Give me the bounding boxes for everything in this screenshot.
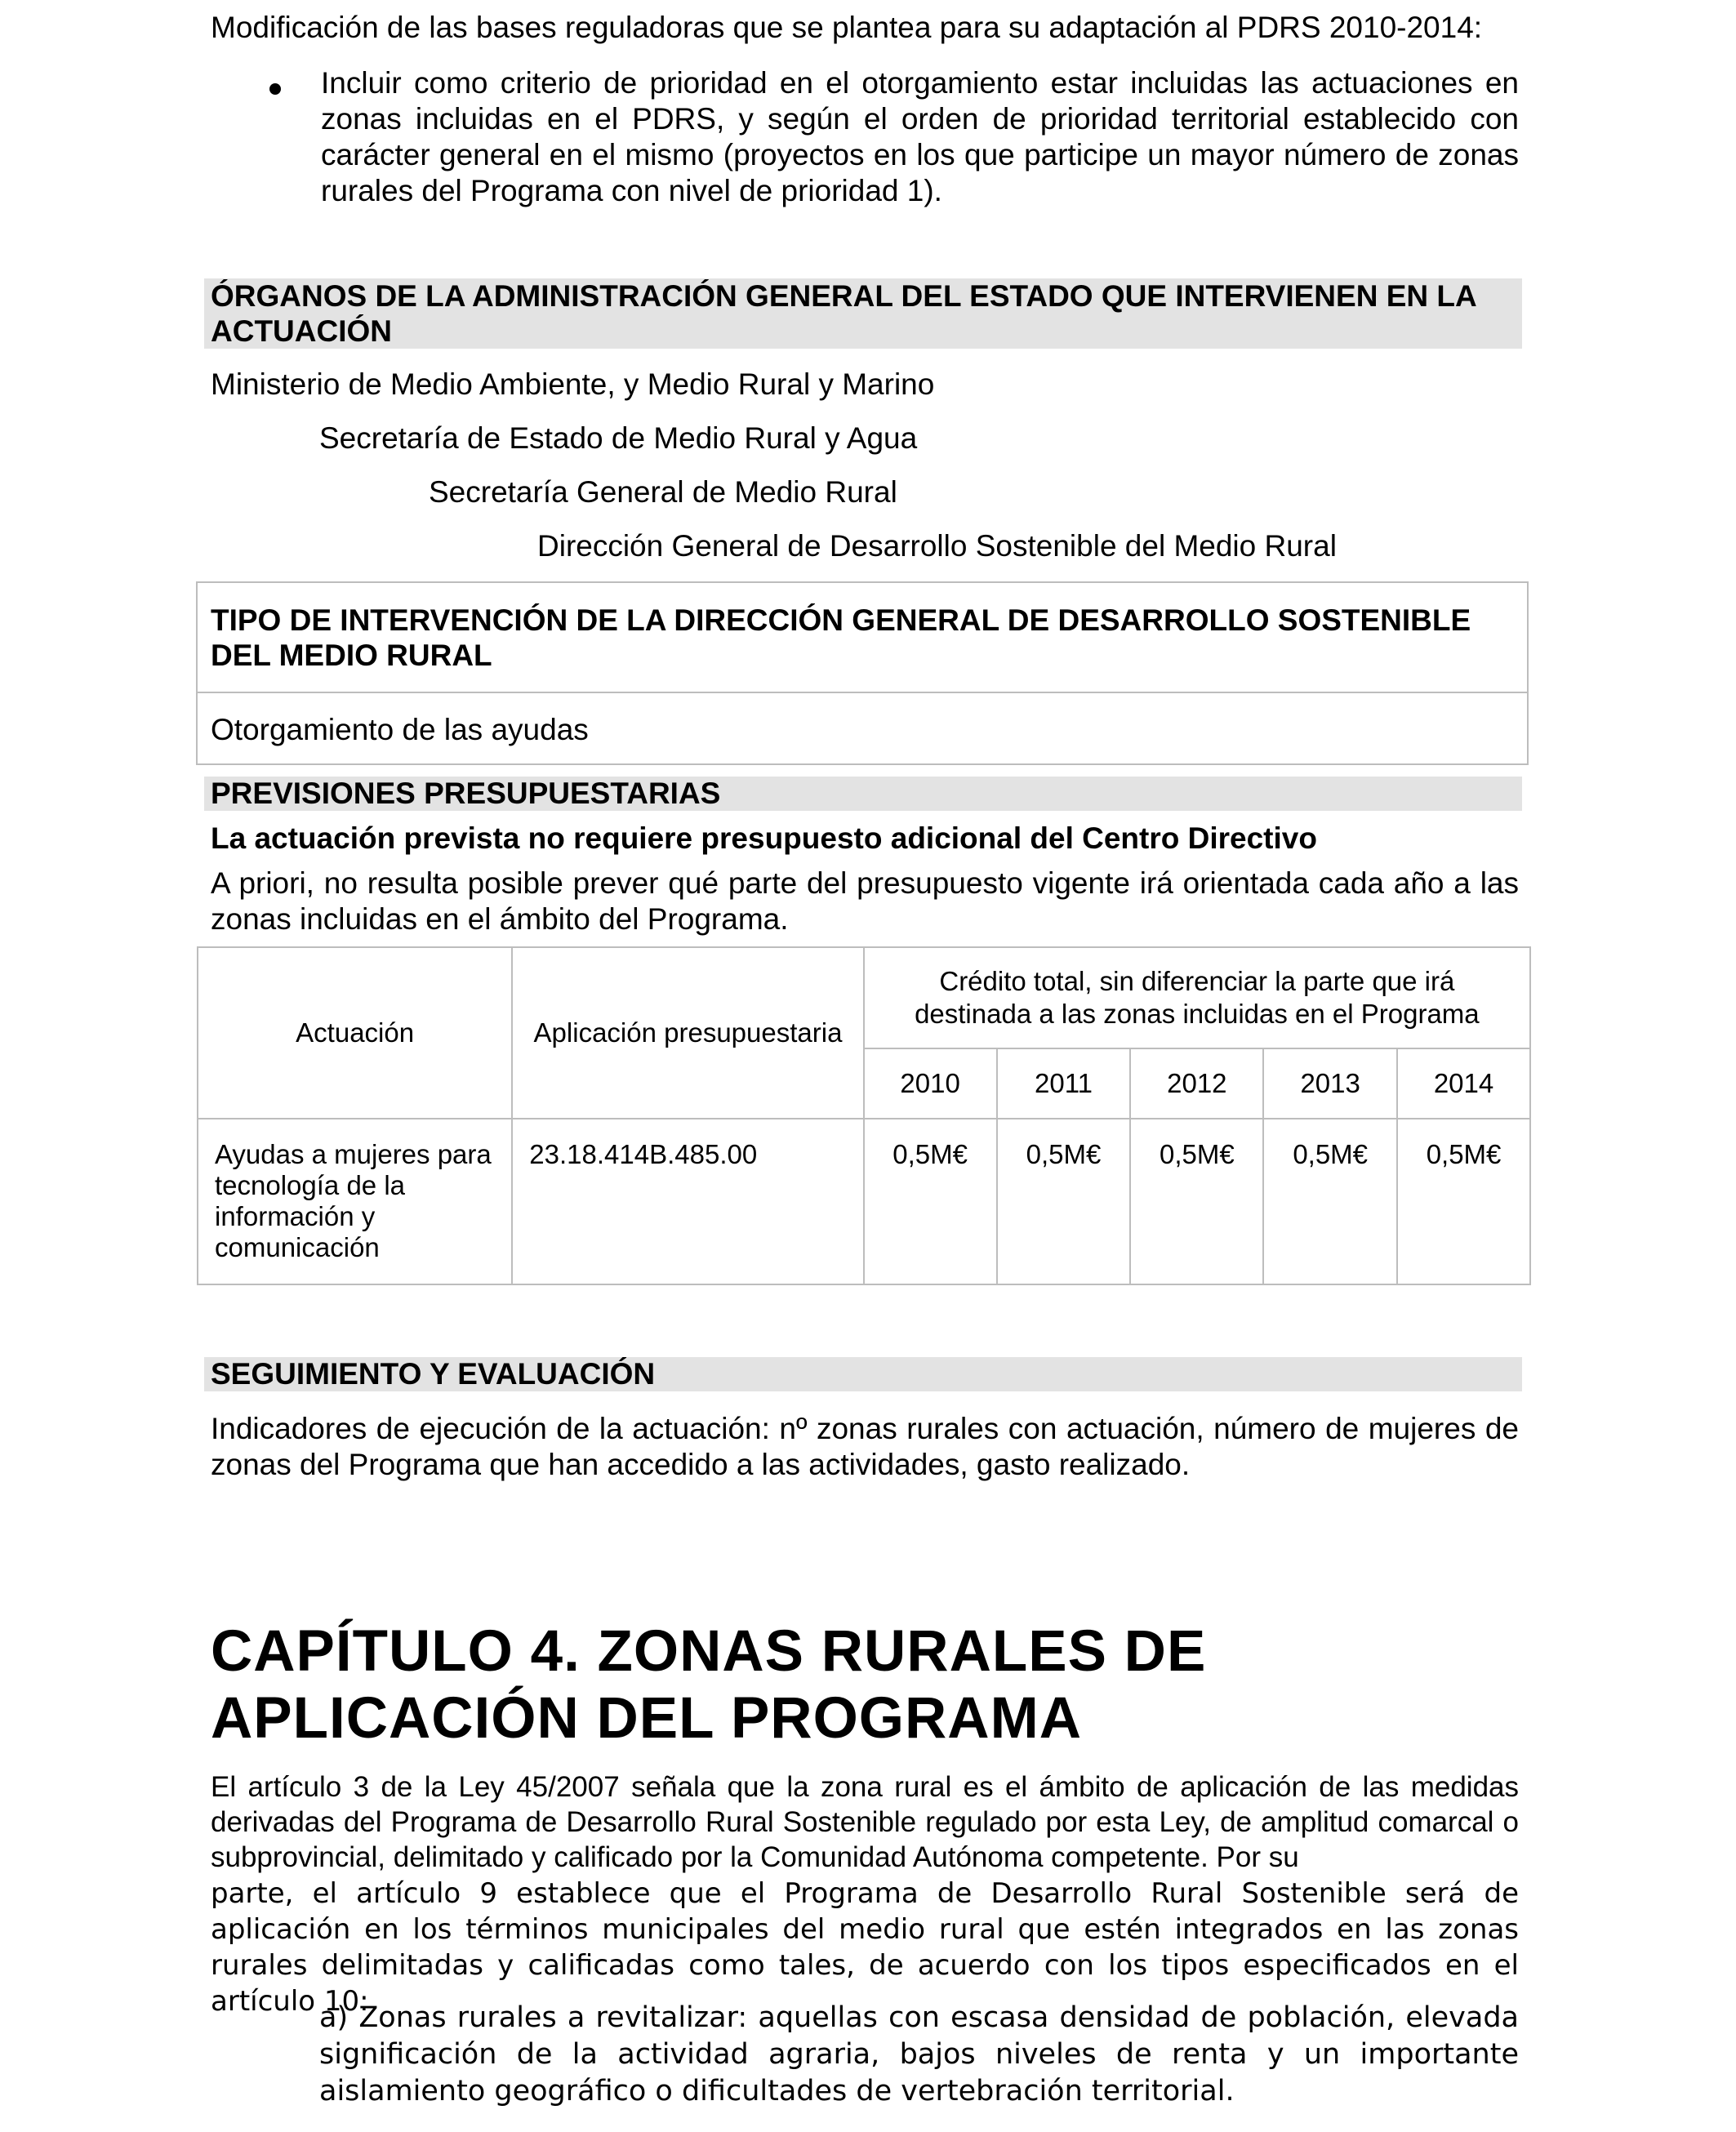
header-year: 2011: [997, 1048, 1131, 1119]
intro-heading: Modificación de las bases reguladoras que se plantea para su adaptación al PDRS 2010-2014:: [211, 11, 1483, 44]
organos-level-2: Secretaría de Estado de Medio Rural y Agua: [319, 421, 918, 455]
bullet-icon: [269, 83, 281, 95]
row-value: 0,5M€: [1397, 1119, 1530, 1284]
row-value: 0,5M€: [1130, 1119, 1263, 1284]
intro-bullet-text: Incluir como criterio de prioridad en el otorgamiento estar incluidas las actuaciones en zonas incluidas en el PDRS, y según el orden de prioridad territorial establecido con carácter general en el mismo (proyectos en los que participe un mayor número de zonas rurales del Programa con nivel de prioridad 1).: [321, 66, 1519, 207]
organos-level-1: Ministerio de Medio Ambiente, y Medio Rural y Marino: [211, 367, 935, 401]
header-year: 2014: [1397, 1048, 1530, 1119]
header-credito: Crédito total, sin diferenciar la parte que irá destinada a las zonas incluidas en el Programa: [864, 947, 1530, 1048]
seguimiento-text: Indicadores de ejecución de la actuación: nº zonas rurales con actuación, número de mujeres de zonas del Programa que han accedido a las actividades, gasto realizado.: [211, 1412, 1519, 1481]
header-year: 2013: [1263, 1048, 1397, 1119]
previsiones-subtitle: La actuación prevista no requiere presupuesto adicional del Centro Directivo: [211, 821, 1317, 855]
tipo-title: TIPO DE INTERVENCIÓN DE LA DIRECCIÓN GENERAL DE DESARROLLO SOSTENIBLE DEL MEDIO RURAL: [211, 603, 1471, 672]
organos-level-3: Secretaría General de Medio Rural: [429, 475, 897, 509]
previsiones-text: A priori, no resulta posible prever qué parte del presupuesto vigente irá orientada cada año a las zonas incluidas en el ámbito del Programa.: [211, 866, 1519, 936]
row-value: 0,5M€: [997, 1119, 1131, 1284]
chapter-title: CAPÍTULO 4. ZONAS RURALES DE APLICACIÓN DEL PROGRAMA: [211, 1619, 1207, 1751]
header-year: 2010: [864, 1048, 997, 1119]
header-actuacion: Actuación: [198, 947, 512, 1119]
row-value: 0,5M€: [864, 1119, 997, 1284]
chapter-para-1: El artículo 3 de la Ley 45/2007 señala que la zona rural es el ámbito de aplicación de las medidas derivadas del Programa de Desarrollo Rural Sostenible regulado por esta Ley, de amplitud comarcal o subprovincial, delimitado y calificado por la Comunidad Autónoma competente. Por su: [211, 1771, 1519, 1873]
budget-table: [197, 946, 1531, 1285]
header-year: 2012: [1130, 1048, 1263, 1119]
row-actuacion: Ayudas a mujeres para tecnología de la información y comunicación: [198, 1119, 512, 1284]
chapter-item-a: a) Zonas rurales a revitalizar: aquellas con escasa densidad de población, elevada significación de la actividad agraria, bajos niveles de renta y un importante aislamiento geográfico o dificultades de vertebración territorial.: [319, 2001, 1519, 2108]
organos-title: ÓRGANOS DE LA ADMINISTRACIÓN GENERAL DEL ESTADO QUE INTERVIENEN EN LA ACTUACIÓN: [211, 279, 1476, 348]
previsiones-title: PREVISIONES PRESUPUESTARIAS: [211, 777, 721, 810]
chapter-para-2: parte, el artículo 9 establece que el Programa de Desarrollo Rural Sostenible será de aplicación en los términos municipales del medio rural que estén integrados en las zonas rurales delimitadas y calificadas como tales, de acuerdo con los tipos especificados en el artículo 10:: [211, 1877, 1519, 2018]
header-aplicacion: Aplicación presupuestaria: [512, 947, 863, 1119]
organos-level-4: Dirección General de Desarrollo Sostenible del Medio Rural: [537, 529, 1337, 563]
row-aplicacion: 23.18.414B.485.00: [512, 1119, 863, 1284]
row-value: 0,5M€: [1263, 1119, 1397, 1284]
tipo-value: Otorgamiento de las ayudas: [211, 713, 589, 746]
seguimiento-title: SEGUIMIENTO Y EVALUACIÓN: [211, 1357, 656, 1391]
